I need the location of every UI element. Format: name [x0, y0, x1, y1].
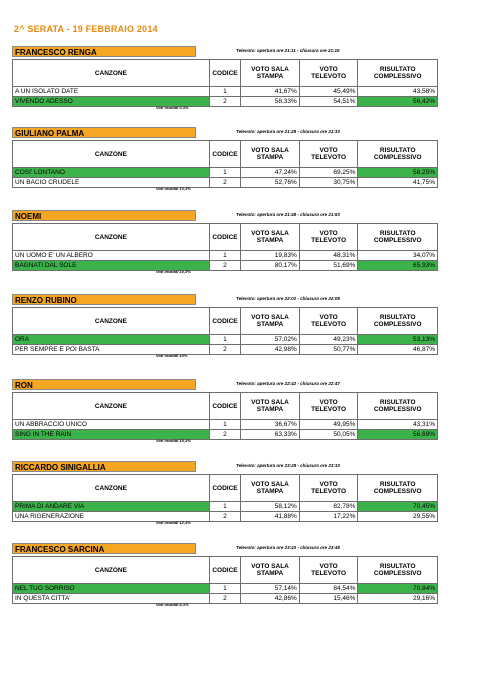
header-row: [13, 141, 438, 168]
header-televote: VOTO TELEVOTO: [299, 308, 358, 335]
table-row: [13, 178, 438, 188]
header-total: RISULTATO COMPLESSIVO: [358, 475, 438, 502]
televote-value: 15,46%: [299, 594, 358, 604]
header-press-vote: VOTO SALA STAMPA: [241, 557, 300, 584]
song-code: 2: [209, 345, 240, 355]
song-code: 2: [209, 261, 240, 271]
header-press-vote: VOTO SALA STAMPA: [241, 60, 300, 87]
song-title: UN ABBRACCIO UNICO: [13, 420, 210, 430]
header-total: RISULTATO COMPLESSIVO: [358, 60, 438, 87]
results-table: [12, 59, 438, 107]
televote-value: 49,23%: [299, 335, 358, 345]
artist-name: GIULIANO PALMA: [12, 127, 196, 138]
header-televote: VOTO TELEVOTO: [299, 557, 358, 584]
total-result: 56,69%: [358, 430, 438, 440]
press-vote: 41,67%: [241, 87, 300, 97]
table-row: [13, 87, 438, 97]
header-row: [13, 475, 438, 502]
header-song: CANZONE: [13, 224, 210, 251]
table-row: [13, 345, 438, 355]
televote-value: 50,77%: [299, 345, 358, 355]
song-title: BAGNATI DAL SOLE: [13, 261, 210, 271]
header-code: CODICE: [209, 393, 240, 420]
table-row: [13, 251, 438, 261]
press-vote: 80,17%: [241, 261, 300, 271]
televote-value: 30,75%: [299, 178, 358, 188]
header-code: CODICE: [209, 308, 240, 335]
results-table: [12, 307, 438, 355]
song-code: 2: [209, 430, 240, 440]
song-code: 1: [209, 420, 240, 430]
header-code: CODICE: [209, 60, 240, 87]
televote-timing: Televoto: apertura ore 22:02 - chiusura ore 22:08: [236, 296, 340, 301]
header-code: CODICE: [209, 475, 240, 502]
invalid-votes: Voti invalidi 12,4%: [156, 520, 191, 525]
header-song: CANZONE: [13, 393, 210, 420]
televote-value: 17,22%: [299, 512, 358, 522]
header-row: [13, 393, 438, 420]
televote-timing: Televoto: apertura ore 21:11 - chiusura ore 21:16: [236, 48, 340, 53]
press-vote: 42,98%: [241, 345, 300, 355]
table-row: [13, 97, 438, 107]
song-code: 2: [209, 512, 240, 522]
header-row: [13, 308, 438, 335]
header-song: CANZONE: [13, 557, 210, 584]
results-table: [12, 556, 438, 604]
song-title: A UN ISOLATO DATE: [13, 87, 210, 97]
total-result: 70,84%: [358, 584, 438, 594]
press-vote: 58,33%: [241, 97, 300, 107]
header-televote: VOTO TELEVOTO: [299, 393, 358, 420]
header-code: CODICE: [209, 224, 240, 251]
song-code: 1: [209, 251, 240, 261]
total-result: 43,58%: [358, 87, 438, 97]
header-press-vote: VOTO SALA STAMPA: [241, 475, 300, 502]
song-title: ORA: [13, 335, 210, 345]
total-result: 58,25%: [358, 168, 438, 178]
table-row: [13, 168, 438, 178]
header-song: CANZONE: [13, 141, 210, 168]
header-total: RISULTATO COMPLESSIVO: [358, 308, 438, 335]
header-total: RISULTATO COMPLESSIVO: [358, 557, 438, 584]
televote-timing: Televoto: apertura ore 23:28 - chiusura ore 23:33: [236, 463, 340, 468]
header-total: RISULTATO COMPLESSIVO: [358, 393, 438, 420]
results-table: [12, 474, 438, 522]
total-result: 65,93%: [358, 261, 438, 271]
invalid-votes: Voti invalidi 0,3%: [156, 105, 189, 110]
header-press-vote: VOTO SALA STAMPA: [241, 393, 300, 420]
artist-name: RICCARDO SINIGALLIA: [12, 461, 196, 472]
total-result: 70,45%: [358, 502, 438, 512]
header-televote: VOTO TELEVOTO: [299, 141, 358, 168]
invalid-votes: Voti invalidi 18,3%: [156, 438, 191, 443]
song-code: 1: [209, 168, 240, 178]
song-title: VIVENDO ADESSO: [13, 97, 210, 107]
results-table: [12, 223, 438, 271]
table-row: [13, 430, 438, 440]
header-press-vote: VOTO SALA STAMPA: [241, 224, 300, 251]
song-title: IN QUESTA CITTA': [13, 594, 210, 604]
total-result: 29,16%: [358, 594, 438, 604]
press-vote: 63,33%: [241, 430, 300, 440]
artist-name: FRANCESCO RENGA: [12, 46, 196, 57]
televote-value: 51,69%: [299, 261, 358, 271]
results-table: [12, 140, 438, 188]
song-title: SING IN THE RAIN: [13, 430, 210, 440]
header-row: [13, 557, 438, 584]
invalid-votes: Voti invalidi 13,3%: [156, 186, 191, 191]
page-title: 2^ SERATA - 19 FEBBRAIO 2014: [14, 24, 158, 34]
televote-value: 48,31%: [299, 251, 358, 261]
press-vote: 57,14%: [241, 584, 300, 594]
song-code: 1: [209, 335, 240, 345]
artist-name: RENZO RUBINO: [12, 294, 196, 305]
table-row: [13, 512, 438, 522]
total-result: 53,13%: [358, 335, 438, 345]
press-vote: 58,12%: [241, 502, 300, 512]
song-title: COSI' LONTANO: [13, 168, 210, 178]
song-code: 1: [209, 502, 240, 512]
artist-name: FRANCESCO SARCINA: [12, 543, 196, 554]
total-result: 34,07%: [358, 251, 438, 261]
header-press-vote: VOTO SALA STAMPA: [241, 141, 300, 168]
header-total: RISULTATO COMPLESSIVO: [358, 141, 438, 168]
press-vote: 57,02%: [241, 335, 300, 345]
press-vote: 52,76%: [241, 178, 300, 188]
song-code: 1: [209, 584, 240, 594]
televote-value: 49,95%: [299, 420, 358, 430]
song-title: UNA RIGENERAZIONE: [13, 512, 210, 522]
header-song: CANZONE: [13, 60, 210, 87]
table-row: [13, 502, 438, 512]
header-televote: VOTO TELEVOTO: [299, 224, 358, 251]
televote-timing: Televoto: apertura ore 22:42 - chiusura ore 22:47: [236, 381, 340, 386]
song-code: 1: [209, 87, 240, 97]
header-press-vote: VOTO SALA STAMPA: [241, 308, 300, 335]
press-vote: 47,24%: [241, 168, 300, 178]
song-code: 2: [209, 97, 240, 107]
televote-value: 69,25%: [299, 168, 358, 178]
table-row: [13, 594, 438, 604]
press-vote: 41,88%: [241, 512, 300, 522]
header-code: CODICE: [209, 141, 240, 168]
table-row: [13, 335, 438, 345]
televote-timing: Televoto: apertura ore 21:48 - chiusura ore 21:53: [236, 212, 340, 217]
song-title: UN UOMO E' UN ALBERO: [13, 251, 210, 261]
televote-value: 54,51%: [299, 97, 358, 107]
invalid-votes: Voti invalidi 10%: [156, 353, 188, 358]
header-code: CODICE: [209, 557, 240, 584]
total-result: 41,75%: [358, 178, 438, 188]
song-title: NEL TUO SORRISO: [13, 584, 210, 594]
televote-value: 50,05%: [299, 430, 358, 440]
press-vote: 19,83%: [241, 251, 300, 261]
song-title: PER SEMPRE E POI BASTA: [13, 345, 210, 355]
invalid-votes: Voti invalidi 10,3%: [156, 269, 191, 274]
total-result: 46,87%: [358, 345, 438, 355]
header-total: RISULTATO COMPLESSIVO: [358, 224, 438, 251]
results-table: [12, 392, 438, 440]
televote-value: 45,49%: [299, 87, 358, 97]
header-song: CANZONE: [13, 308, 210, 335]
press-vote: 42,86%: [241, 594, 300, 604]
artist-name: RON: [12, 379, 196, 390]
total-result: 43,31%: [358, 420, 438, 430]
song-code: 2: [209, 178, 240, 188]
header-row: [13, 224, 438, 251]
table-row: [13, 261, 438, 271]
artist-name: NOEMI: [12, 210, 196, 221]
table-row: [13, 420, 438, 430]
header-row: [13, 60, 438, 87]
televote-timing: Televoto: apertura ore 21:28 - chiusura ore 21:33: [236, 129, 340, 134]
song-code: 2: [209, 594, 240, 604]
televote-value: 84,54%: [299, 584, 358, 594]
header-televote: VOTO TELEVOTO: [299, 60, 358, 87]
total-result: 29,55%: [358, 512, 438, 522]
song-title: PRIMA DI ANDARE VIA: [13, 502, 210, 512]
televote-timing: Televoto: apertura ore 23:43 - chiusura ore 23:48: [236, 545, 340, 550]
televote-value: 82,78%: [299, 502, 358, 512]
invalid-votes: Voti invalidi 8,3%: [156, 602, 189, 607]
header-televote: VOTO TELEVOTO: [299, 475, 358, 502]
header-song: CANZONE: [13, 475, 210, 502]
press-vote: 36,67%: [241, 420, 300, 430]
table-row: [13, 584, 438, 594]
total-result: 56,42%: [358, 97, 438, 107]
song-title: UN BACIO CRUDELE: [13, 178, 210, 188]
